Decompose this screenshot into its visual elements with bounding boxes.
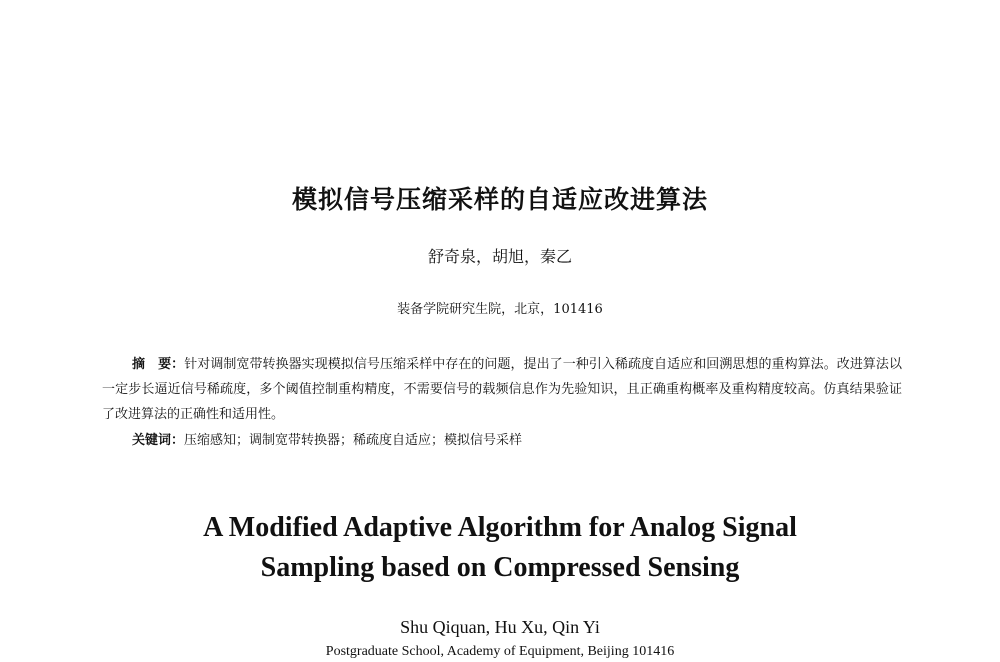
abstract-label: 摘 要：: [132, 357, 185, 372]
chinese-abstract: [102, 352, 902, 427]
english-authors: Shu Qiquan, Hu Xu, Qin Yi: [400, 617, 600, 637]
chinese-authors: 舒奇泉，胡旭，秦乙: [427, 247, 572, 266]
chinese-affiliation: 装备学院研究生院，北京，101416: [397, 302, 603, 317]
chinese-keywords: [132, 428, 522, 453]
keywords-text: 压缩感知；调制宽带转换器；稀疏度自适应；模拟信号采样: [184, 433, 523, 448]
keywords-label: 关键词：: [132, 433, 185, 448]
english-affiliation: Postgraduate School, Academy of Equipment, Beijing 101416: [325, 644, 675, 659]
chinese-title: 模拟信号压缩采样的自适应改进算法: [291, 185, 708, 214]
english-title: [0, 508, 1000, 588]
english-title-line-2: Sampling based on Compressed Sensing: [260, 552, 740, 583]
abstract-text: 针对调制宽带转换器实现模拟信号压缩采样中存在的问题，提出了一种引入稀疏度自适应和回溯思想的重构算法。改进算法以一定步长逼近信号稀疏度，多个阈值控制重构精度，不需要信号的载频信息作为先验知识，且正确重构概率及重构精度较高。仿真结果验证了改进算法的正确性和适用性。: [102, 357, 902, 422]
english-title-line-1: A Modified Adaptive Algorithm for Analog Signal: [203, 512, 797, 543]
